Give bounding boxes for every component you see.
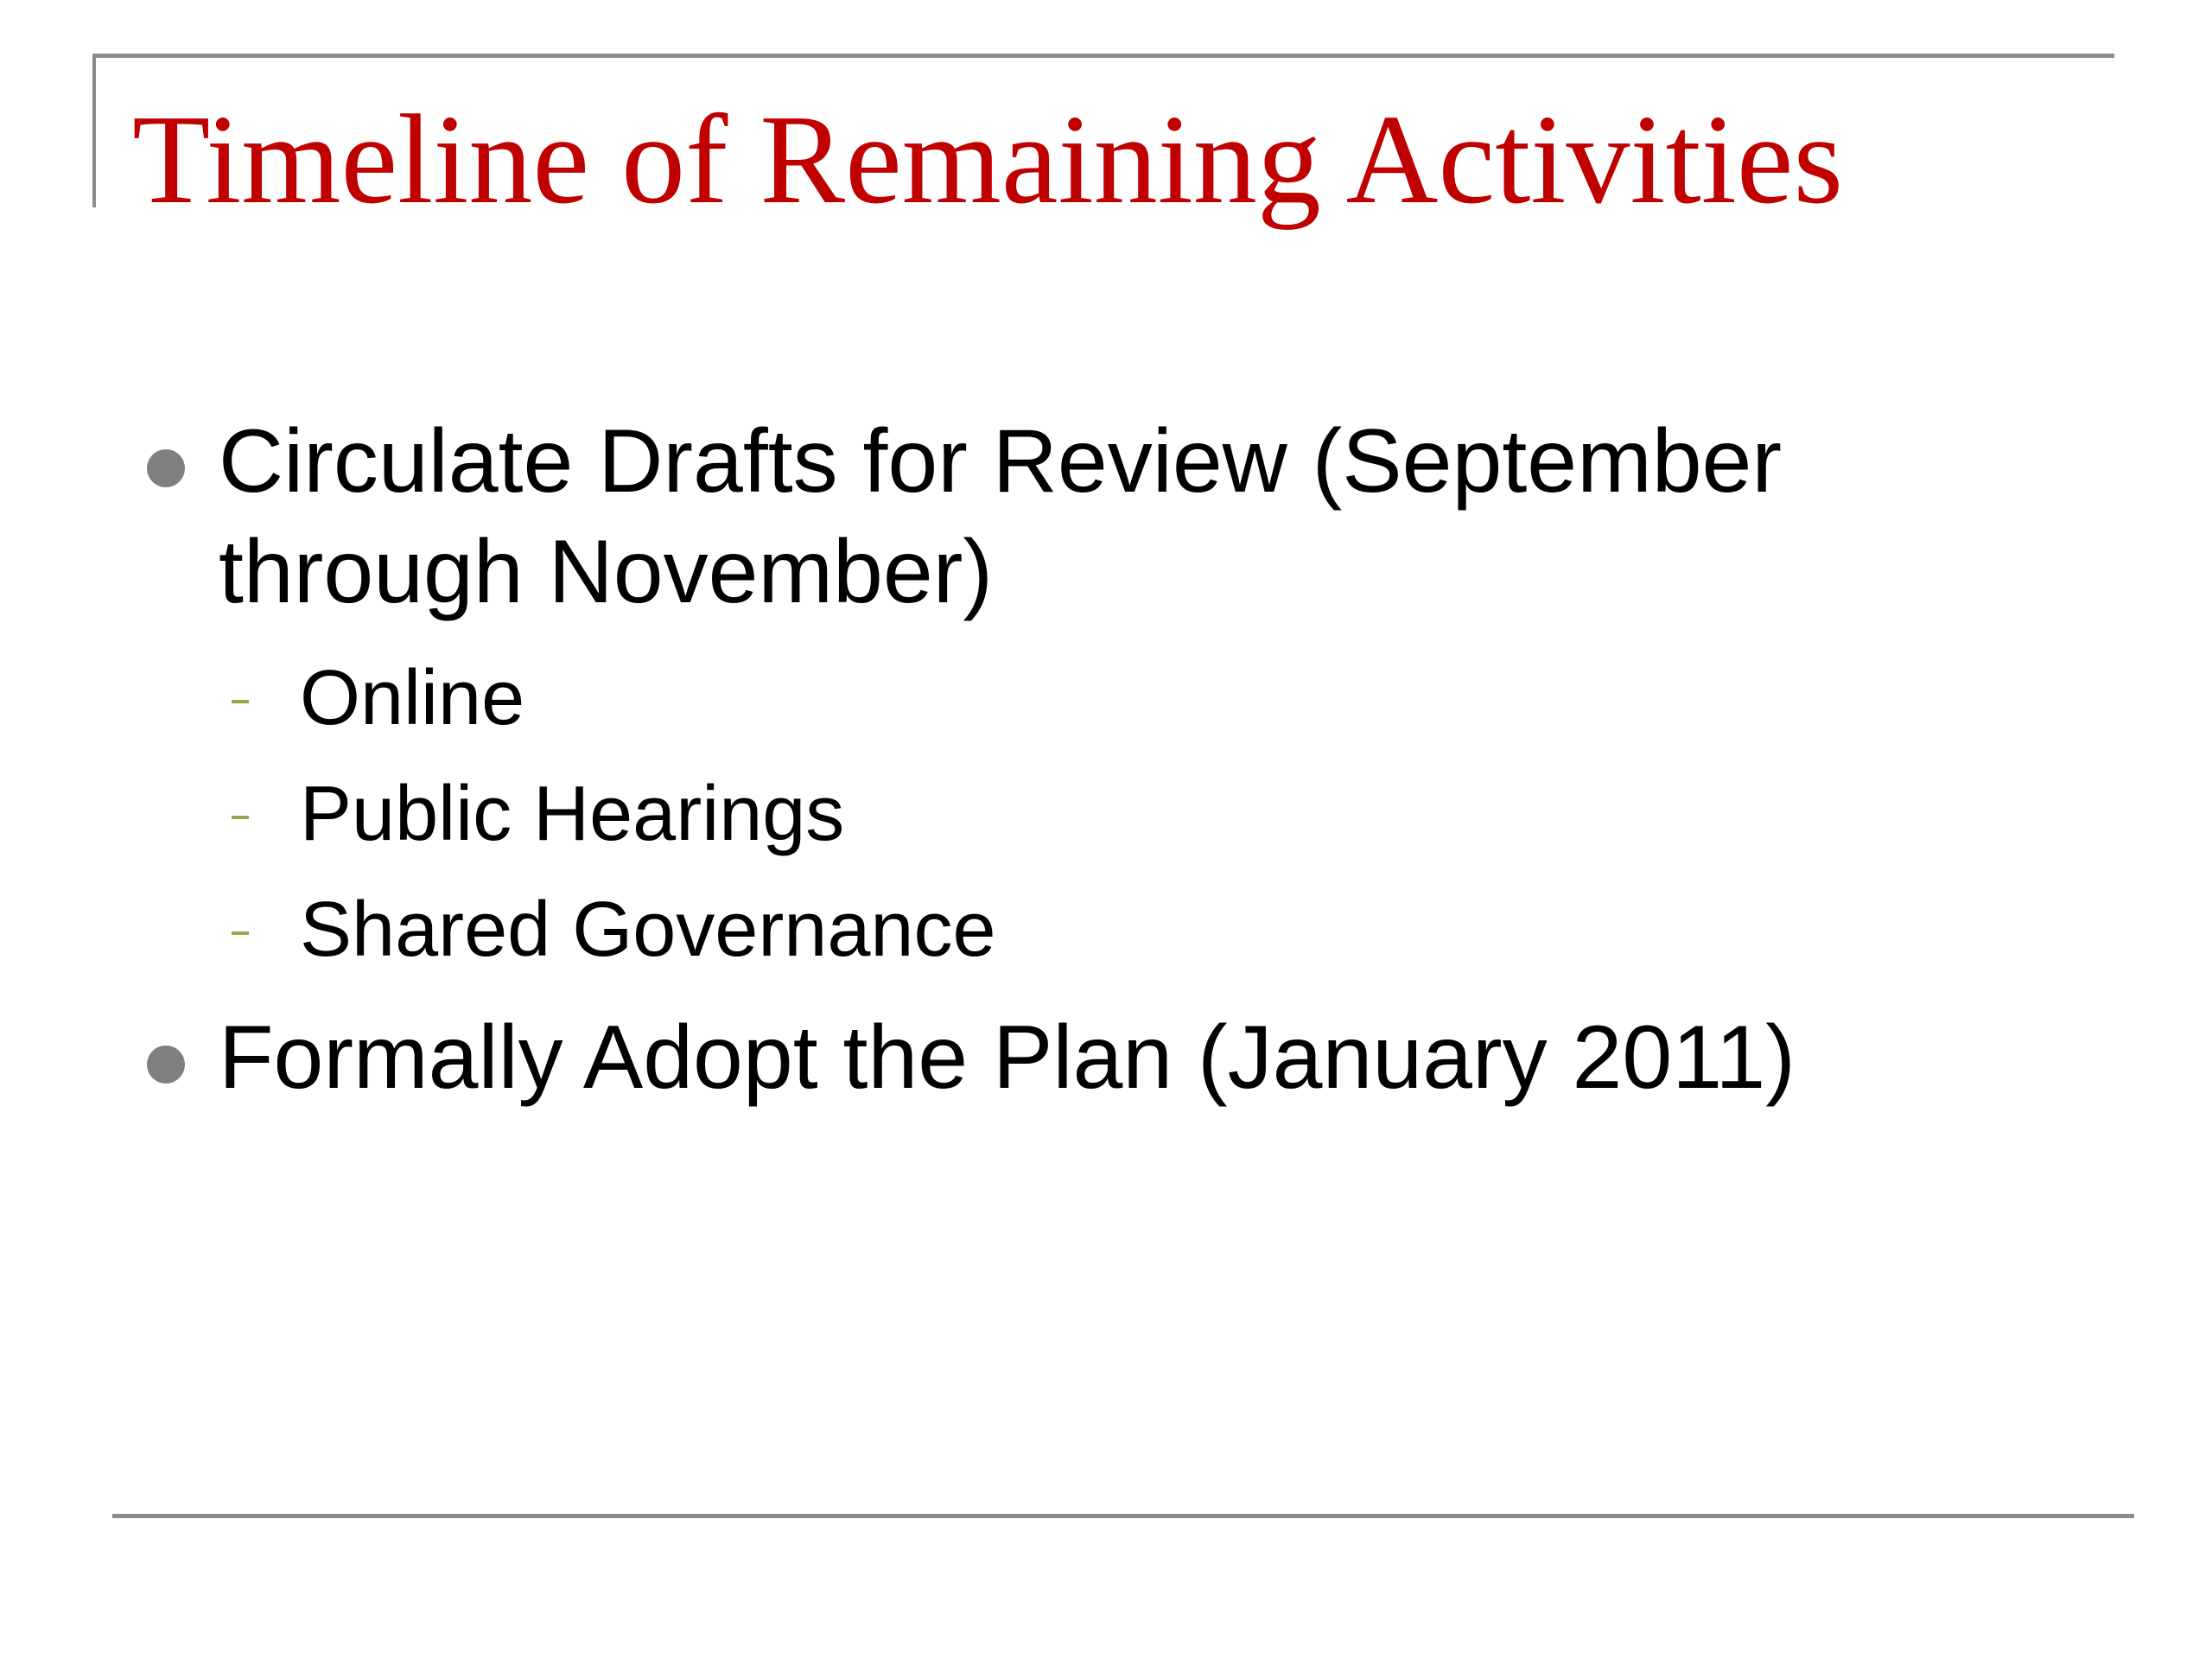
- left-rule: [92, 54, 96, 207]
- bullet-text-line: through November): [219, 522, 993, 622]
- sub-item-public-hearings: Public Hearings: [300, 771, 845, 857]
- bullet-icon: [147, 1046, 185, 1084]
- bullet-text-line: Circulate Drafts for Review (September: [219, 411, 1783, 512]
- dash-icon: [232, 816, 249, 819]
- sub-item-online: Online: [300, 655, 525, 741]
- sub-item-shared-governance: Shared Governance: [300, 887, 996, 973]
- bullet-icon: [147, 449, 185, 487]
- top-rule: [92, 54, 2114, 58]
- dash-icon: [232, 700, 249, 703]
- slide-title: Timeline of Remaining Activities: [132, 89, 1844, 231]
- bullet-text-line: Formally Adopt the Plan (January 2011): [219, 1007, 1796, 1108]
- bottom-rule: [112, 1514, 2134, 1518]
- dash-icon: [232, 931, 249, 935]
